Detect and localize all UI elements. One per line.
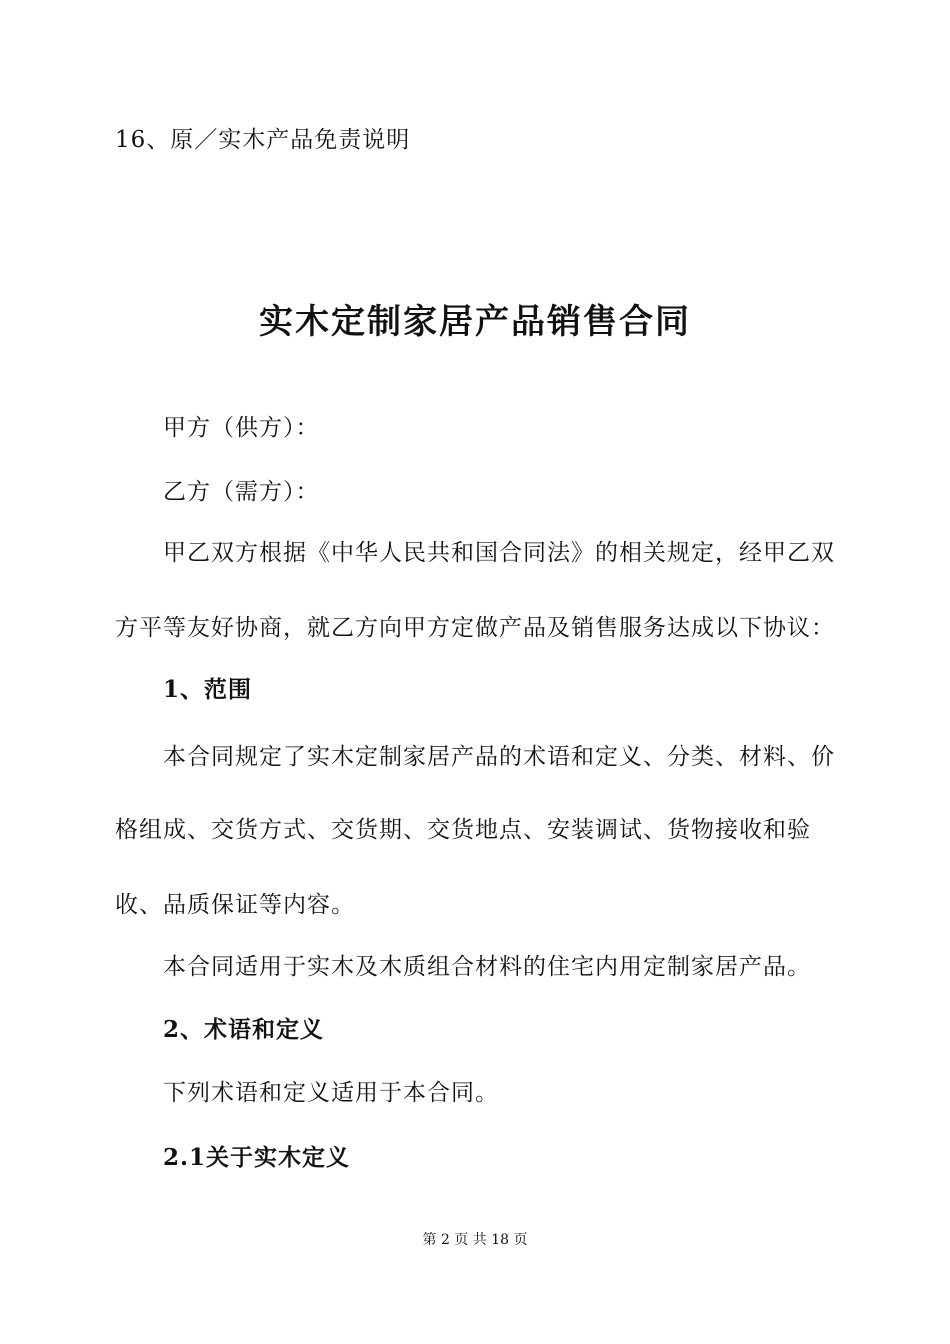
section-heading: 2、术语和定义 (163, 1016, 325, 1043)
party-a-label: 甲方（供方）： (163, 415, 320, 441)
subsection-heading: 2.1关于实木定义 (163, 1144, 351, 1171)
document-title: 实木定制家居产品销售合同 (259, 302, 691, 342)
paragraph-line: 收、品质保证等内容。 (115, 892, 355, 918)
previous-item-text: 16、原／实木产品免责说明 (115, 127, 411, 153)
intro-line: 甲乙双方根据《中华人民共和国合同法》的相关规定，经甲乙双 (163, 540, 835, 566)
paragraph-line: 格组成、交货方式、交货期、交货地点、安装调试、货物接收和验 (115, 817, 811, 843)
paragraph-line: 本合同适用于实木及木质组合材料的住宅内用定制家居产品。 (163, 954, 811, 980)
page-number-footer: 第 2 页 共 18 页 (422, 1232, 528, 1248)
paragraph-line: 本合同规定了实木定制家居产品的术语和定义、分类、材料、价 (163, 744, 835, 770)
section-heading: 1、范围 (163, 676, 253, 703)
paragraph-line: 下列术语和定义适用于本合同。 (163, 1080, 499, 1106)
party-b-label: 乙方（需方）： (163, 479, 320, 505)
intro-line: 方平等友好协商，就乙方向甲方定做产品及销售服务达成以下协议： (115, 615, 835, 641)
